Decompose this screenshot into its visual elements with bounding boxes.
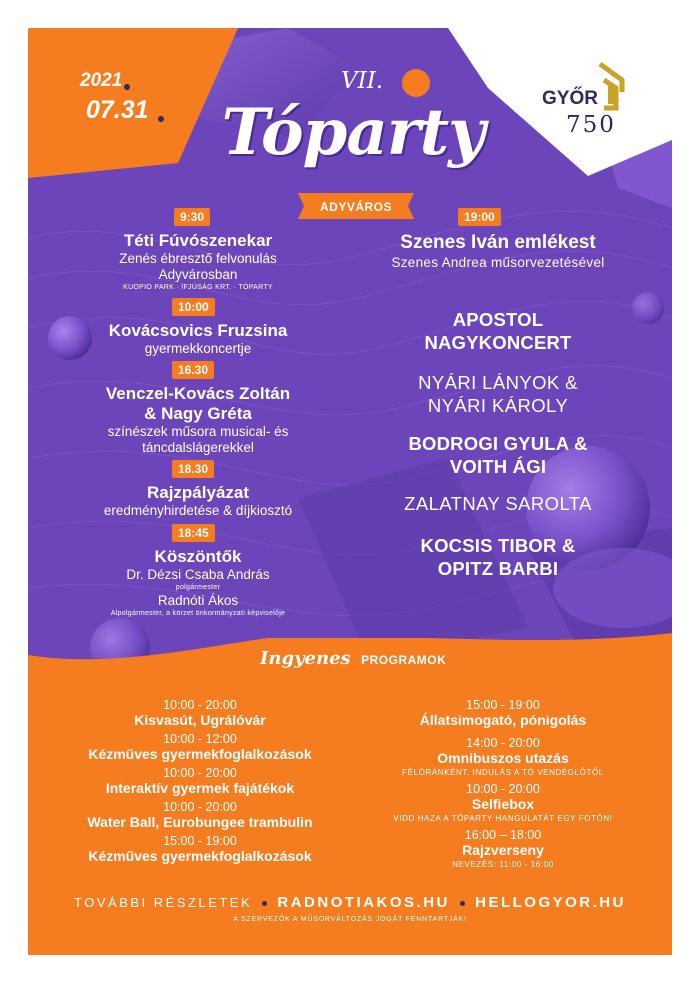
act-title: Rajzpályázat [146,483,250,502]
time-chip: 16.30 [172,361,214,379]
act-name: VOITH ÁGI [449,456,547,477]
time-chip: 18:45 [172,524,215,542]
event-title: Tóparty [221,95,485,170]
header-date: 07.31 [86,96,149,124]
location-label: ADYVÁROS [319,200,392,214]
act-description: gyermekkoncertje [144,341,252,356]
left-item-5 [58,547,338,619]
free-item-title: Selfiebox [471,796,535,812]
free-item-title: Kézműves gyermekfoglalkozások [88,746,312,762]
footer-separator-dot [460,901,465,906]
free-item-time: 15:00 - 19:00 [466,698,540,712]
free-item [358,736,648,782]
left-item-1 [58,231,338,293]
free-item-note: NEVEZÉS: 11:00 - 16:00 [452,860,554,869]
act-name: KOCSIS TIBOR & [420,535,576,556]
act-description: Zenés ébresztő felvonulás [119,251,277,266]
free-script: Ingyenes [260,648,351,669]
act-description: Adyvárosban [158,267,238,282]
free-item-title: Omnibuszos utazás [437,750,569,766]
logo-city: GYŐR [542,88,598,109]
free-item-time: 10:00 - 20:00 [163,800,237,814]
act-description: eredményhirdetése & díjkiosztó [103,503,293,518]
act-title: Kovácsovics Fruzsina [108,321,288,340]
act-role: polgármester [175,584,221,591]
footer-separator-dot [262,901,267,906]
left-item-2 [58,321,338,357]
act-route: KUOPIO PARK · IFJÚSÁG KRT. · TÓPARTY [123,284,273,291]
footer-link-hellogyor[interactable]: HELLOGYOR.HU [475,894,626,911]
act-name: OPITZ BARBI [437,558,559,579]
free-item [60,800,340,834]
free-item-time: 10:00 - 20:00 [163,698,237,712]
act-description: Dr. Dézsi Csaba András [126,567,270,582]
act-name: BODROGI GYULA & [408,433,588,454]
footer-links [28,894,672,911]
free-item [60,834,340,868]
poster [28,28,672,955]
date-dot [158,116,164,122]
act-block [348,492,648,515]
header-year: 2021 [80,70,123,91]
act-block [348,371,648,417]
gyor-logo [542,58,642,148]
act-name: APOSTOL [452,309,544,330]
act-title: Köszöntők [154,547,242,566]
time-chip: 19:00 [458,208,501,226]
free-item-title: Állatsimogató, pónigolás [419,712,587,728]
right-headliner [348,231,648,271]
free-item [358,698,648,736]
act-block [348,432,648,478]
headliner-subtitle: Szenes Andrea műsorvezetésével [391,255,605,270]
free-item-time: 10:00 - 20:00 [163,766,237,780]
free-item [60,732,340,766]
free-programs-heading [260,648,480,676]
free-item-time: 14:00 - 20:00 [466,736,540,750]
free-item [60,766,340,800]
left-item-3 [58,384,338,456]
free-item-time: 16:00 – 18:00 [464,828,542,842]
free-item-title: Interaktív gyermek fajátékok [105,780,295,796]
act-role: Alpolgármester, a körzet önkormányzati képviselője [110,610,286,617]
year-dot [124,84,130,90]
footer-disclaimer: A SZERVEZŐK A MŰSORVÁLTOZÁS JOGÁT FENNTARTJÁK! [233,916,467,923]
act-description: Radnóti Ákos [157,593,239,608]
time-chip: 10:00 [172,298,215,316]
free-item-title: Rajzverseny [462,842,544,858]
act-description: színészek műsora musical- és [107,424,289,439]
edition-label: VII. [341,68,384,94]
act-name: NYÁRI LÁNYOK & [418,372,578,393]
headliner-title: Szenes Iván emlékest [400,232,596,253]
act-title: Téti Fúvószenekar [123,231,273,250]
free-list-left [60,698,340,868]
footer-details-label: TOVÁBBI RÉSZLETEK [74,895,253,910]
free-item-note: FÉLÓRÁNKÉNT, INDULÁS A TÓ VENDÉGLŐTŐL [402,768,604,777]
free-label: PROGRAMOK [361,653,447,667]
free-item-title: Kisvasút, Ugrálóvár [134,712,266,728]
free-item-note: VIDD HAZA A TÓPARTY HANGULATÁT EGY FOTÓN! [393,814,613,823]
time-chip: 18.30 [172,460,214,478]
act-description: táncdalslágerekkel [142,440,254,455]
free-item [358,828,648,872]
free-list-right [358,698,648,872]
logo-number: 750 [566,112,616,138]
free-item-title: Kézműves gyermekfoglalkozások [88,848,312,864]
act-block [348,308,648,354]
act-name: ZALATNAY SAROLTA [404,493,592,514]
act-title: Venczel-Kovács Zoltán [105,384,291,403]
left-item-4 [58,483,338,519]
time-chip: 9:30 [174,208,210,226]
act-block [348,534,648,580]
footer-link-radnotiakos[interactable]: RADNOTIAKOS.HU [277,894,450,911]
act-name: NYÁRI KÁROLY [427,395,569,416]
free-item [358,782,648,828]
free-item-title: Water Ball, Eurobungee trambulin [87,814,313,830]
act-title: & Nagy Gréta [144,404,252,423]
free-item [60,698,340,732]
free-item-time: 15:00 - 19:00 [163,834,237,848]
free-item-time: 10:00 - 12:00 [163,732,237,746]
free-item-time: 10:00 - 20:00 [466,782,540,796]
act-name: NAGYKONCERT [424,332,572,353]
